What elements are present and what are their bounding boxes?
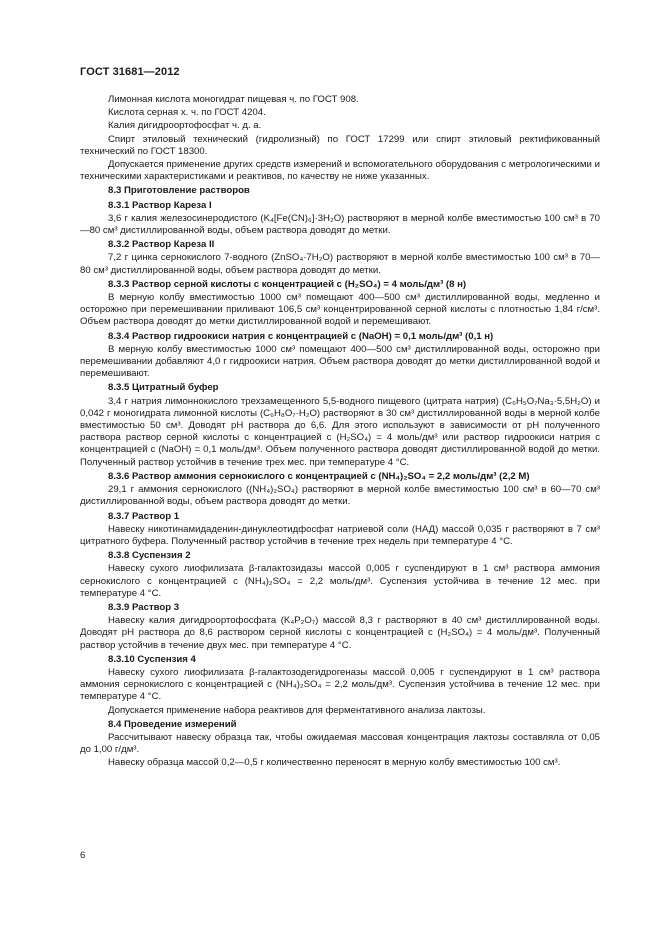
- section-heading: 8.3.10 Суспензия 4: [108, 653, 196, 665]
- measurement-text: Рассчитывают навеску образца так, чтобы ожидаемая массовая концентрация лактозы составляла от 0,05 до 1,00 г/дм³.: [80, 731, 600, 756]
- section-text: Навеску никотинамидаденин-динуклеотидфосфат натриевой соли (НАД) массой 0,035 г растворяют в 7 см³ цитратного буфера. Полученный раствор устойчив в течение трех недель при температуре 4 °С.: [80, 523, 600, 547]
- section-heading: 8.3.4 Раствор гидроокиси натрия с концентрацией c (NaOH) = 0,1 моль/дм³ (0,1 н): [108, 330, 494, 342]
- section-heading: 8.3.6 Раствор аммония сернокислого с концентрацией c (NH₄)₂SO₄ = 2,2 моль/дм³ (2,2 М): [108, 470, 530, 482]
- section-text: 3,4 г натрия лимоннокислого трехзамещенного 5,5-водного пищевого (цитрата натрия) (C₆H₅O₇Na₃·5,5H₂O) и 0,042 г моногидрата лимонной кислоты (C₆H₈O₇·H₂O) растворяют в 30 см³ дистиллированной воды в мерной колбе вместимостью 50 см³. Доводят pH раствора до 6,6. Для этого используют в зависимости от pH полученного раствора раствор серной кислоты с концентрацией c (H₂SO₄) = 4 моль/дм³ или раствор гидроокиси натрия с концентрацией c (NaOH) = 0,1 моль/дм³. Объем полученного раствора доводят дистиллированной водой до метки. Полученный раствор устойчив в течение трех мес. при температуре 4 °С.: [80, 395, 600, 468]
- section-heading: 8.3.8 Суспензия 2: [108, 550, 191, 562]
- kit-note: Допускается применение набора реактивов для ферментативного анализа лактозы.: [108, 704, 486, 716]
- section-text: В мерную колбу вместимостью 1000 см³ помещают 400—500 см³ дистиллированной воды, медленно и осторожно при перемешивании приливают 106,5 см³ концентрированной серной кислоты с плотностью 1,84 г/см³. Объем раствора доводят до метки дистиллированной водой и перемешивают.: [80, 292, 600, 328]
- reagent-line: Калия дигидроортофосфат ч. д. а.: [108, 120, 262, 132]
- section-heading: 8.3.9 Раствор 3: [108, 601, 180, 613]
- measurement-text: Навеску образца массой 0,2—0,5 г количественно переносят в мерную колбу вместимостью 100 см³.: [108, 757, 561, 769]
- section-text: В мерную колбу вместимостью 1000 см³ помещают 400—500 см³ дистиллированной воды, осторожно при перемешивании добавляют 4,0 г гидроокиси натрия. Объем раствора доводят до метки дистиллированной водой и перемешивают.: [80, 343, 600, 380]
- section-text: Навеску сухого лиофилизата β-галактозодегидрогеназы массой 0,005 г суспендируют в 1 см³ раствора аммония сернокислого с концентрацией c (NH₄)₂SO₄ = 2,2 моль/дм³. Суспензия устойчива в течение 12 мес. при температуре 4 °С.: [80, 666, 600, 703]
- section-text: 29,1 г аммония сернокислого ((NH₄)₂SO₄) растворяют в мерной колбе вместимостью 100 см³ в 60—70 см³ дистиллированной воды, объем раствора доводят до метки.: [80, 484, 600, 508]
- section-heading: 8.3.2 Раствор Кареза II: [108, 239, 215, 251]
- section-heading: 8.3 Приготовление растворов: [108, 185, 250, 197]
- reagent-note: Допускается применение других средств измерений и вспомогательного оборудования с метрологическими и техническими характеристиками и реактивов, по качеству не ниже указанных.: [80, 159, 600, 183]
- section-text: Навеску сухого лиофилизата β-галактозидазы массой 0,005 г суспендируют в 1 см³ раствора аммония сернокислого с концентрацией c (NH₄)₂SO₄ = 2,2 моль/дм³. Суспензия устойчива в течение 12 мес. при температуре 4 °С.: [80, 563, 600, 599]
- section-text: Навеску калия дигидроортофосфата (K₄P₂O₇) массой 8,3 г растворяют в 40 см³ дистиллированной воды. Доводят pH раствора до 8,6 раствором серной кислоты с концентрацией c (H₂SO₄) = 4 моль/дм³. Полученный раствор устойчив в течение двух мес. при температуре 4 °С.: [80, 615, 600, 651]
- page-number: 6: [80, 850, 86, 861]
- reagent-line: Спирт этиловый технический (гидролизный) по ГОСТ 17299 или спирт этиловый ректификованный технический по ГОСТ 18300.: [80, 133, 600, 157]
- section-text: 3,6 г калия железосинеродистого (K₄[Fe(CN)₆]·3H₂O) растворяют в мерной колбе вместимостью 100 см³ в 70—80 см³ дистиллированной воды, объем раствора доводят до метки.: [80, 212, 600, 237]
- section-text: 7,2 г цинка сернокислого 7-водного (ZnSO₄·7H₂O) растворяют в мерной колбе вместимостью 100 см³ в 70—80 см³ дистиллированной воды, объем раствора доводят до метки.: [80, 252, 600, 276]
- section-heading: 8.3.3 Раствор серной кислоты с концентрацией c (H₂SO₄) = 4 моль/дм³ (8 н): [108, 278, 467, 290]
- section-heading: 8.3.1 Раствор Кареза I: [108, 199, 212, 211]
- section-heading: 8.4 Проведение измерений: [108, 718, 237, 730]
- document-header: ГОСТ 31681—2012: [80, 66, 180, 78]
- reagent-line: Лимонная кислота моногидрат пищевая ч. по ГОСТ 908.: [108, 94, 359, 105]
- reagent-line: Кислота серная х. ч. по ГОСТ 4204.: [108, 107, 266, 119]
- section-heading: 8.3.7 Раствор 1: [108, 510, 180, 522]
- section-heading: 8.3.5 Цитратный буфер: [108, 382, 219, 394]
- document-body: [80, 94, 600, 771]
